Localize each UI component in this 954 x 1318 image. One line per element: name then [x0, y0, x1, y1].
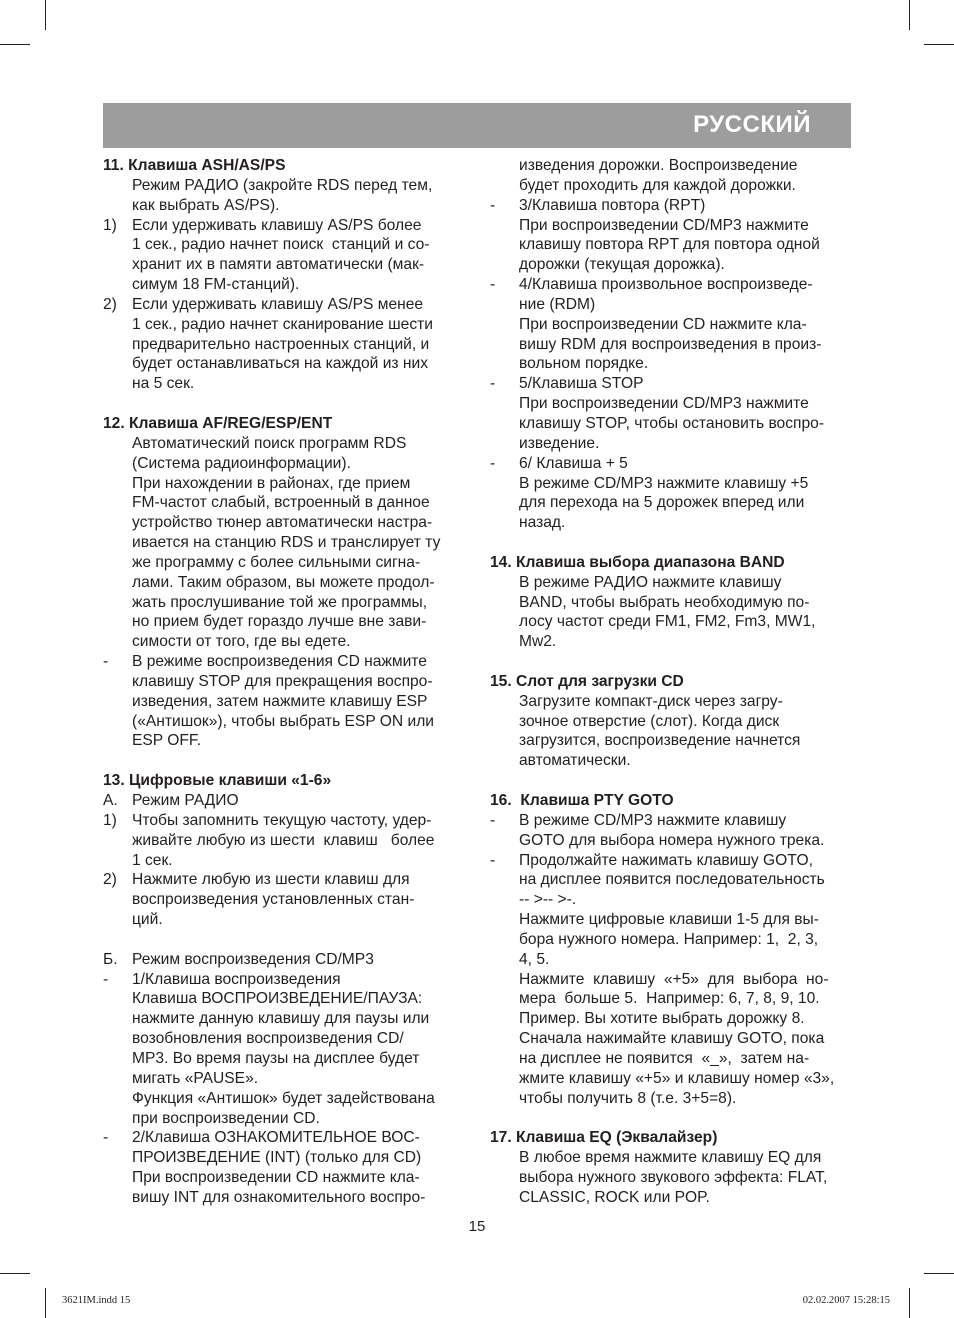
text-line: изведение.	[519, 434, 600, 452]
text-line: как выбрать AS/PS).	[132, 196, 280, 214]
text-line: GOTO для выбора номера нужного трека.	[519, 831, 825, 849]
text-line: В режиме CD/MP3 нажмите клавишу +5	[519, 474, 809, 492]
list-item-text: Чтобы запомнить текущую частоту, удер-	[132, 811, 432, 829]
text-line: ние (RDM)	[519, 295, 596, 313]
left-column	[103, 156, 468, 1208]
text-line: клавишу повтора RPT для повтора одной	[519, 236, 820, 254]
paragraph-gap	[103, 394, 468, 414]
list-item-line	[103, 970, 468, 990]
text-line: жмите клавишу «+5» и клавишу номер «3»,	[519, 1069, 835, 1087]
text-line: ESP OFF.	[132, 732, 202, 750]
text-line: вишу INT для ознакомительного воспро-	[132, 1188, 426, 1206]
text-line: автоматически.	[519, 752, 631, 770]
text-line: Режим РАДИО (закройте RDS перед тем,	[132, 176, 433, 194]
list-item-line	[103, 1128, 468, 1148]
text-line: симости от того, где вы едете.	[132, 633, 351, 651]
list-item-text: В режиме CD/MP3 нажмите клавишу	[519, 811, 787, 829]
list-marker: 1)	[103, 811, 117, 829]
text-line: возобновления воспроизведения CD/	[132, 1030, 404, 1048]
list-item-text: Режим воспроизведения CD/MP3	[132, 950, 374, 968]
right-column	[490, 156, 858, 1208]
list-item-text: 5/Клавиша STOP	[519, 375, 644, 393]
list-item-line	[490, 374, 858, 394]
list-marker: -	[103, 653, 109, 671]
text-line: 4, 5.	[519, 950, 550, 968]
text-line: Нажмите клавишу «+5» для выбора но-	[519, 970, 829, 988]
text-line: но прием будет гораздо лучше вне зави-	[132, 613, 427, 631]
list-marker: 1)	[103, 216, 117, 234]
text-line: симум 18 FM-станций).	[132, 276, 300, 294]
paragraph-gap	[103, 930, 468, 950]
paragraph-gap	[490, 1109, 858, 1129]
text-line: BAND, чтобы выбрать необходимую по-	[519, 593, 810, 611]
text-line: При воспроизведении CD/MP3 нажмите	[519, 395, 809, 413]
text-line: MP3. Во время паузы на дисплее будет	[132, 1049, 420, 1067]
text-line: изведения, затем нажмите клавишу ESP	[132, 692, 428, 710]
list-marker: -	[103, 970, 109, 988]
list-marker: -	[490, 454, 496, 472]
list-item-line	[103, 216, 468, 236]
section-heading: 17. Клавиша EQ (Эквалайзер)	[490, 1129, 718, 1147]
crop-mark	[924, 44, 954, 45]
text-line: ций.	[132, 911, 163, 929]
crop-mark	[924, 1273, 954, 1274]
text-line: -- >-- >-.	[519, 891, 577, 909]
paragraph-gap	[103, 751, 468, 771]
text-line: на 5 сек.	[132, 375, 195, 393]
list-item-text: В режиме воспроизведения CD нажмите	[132, 653, 427, 671]
text-line: для перехода на 5 дорожек вперед или	[519, 494, 805, 512]
list-item-text: 2/Клавиша ОЗНАКОМИТЕЛЬНОЕ ВОС-	[132, 1129, 420, 1147]
text-line: При воспроизведении CD нажмите кла-	[132, 1169, 420, 1187]
list-marker: Б.	[103, 950, 118, 968]
text-line: чтобы получить 8 (т.е. 3+5=8).	[519, 1089, 737, 1107]
section-heading: 16. Клавиша PTY GOTO	[490, 792, 674, 809]
text-line: 1 сек.	[132, 851, 173, 869]
text-line: нажмите данную клавишу для паузы или	[132, 1010, 430, 1028]
text-line: жать прослушивание той же программы,	[132, 593, 428, 611]
text-line: ивается на станцию RDS и транслирует ту	[132, 534, 441, 552]
text-line: выбора нужного звукового эффекта: FLAT,	[519, 1169, 828, 1187]
text-line: на дисплее не появится «_», затем на-	[519, 1049, 810, 1067]
list-item-text: 6/ Клавиша + 5	[519, 454, 628, 472]
list-item-line	[103, 791, 468, 811]
text-line: будет останавливаться на каждой из них	[132, 355, 429, 373]
list-item-text: 3/Клавиша повтора (RPT)	[519, 196, 706, 214]
text-line: При воспроизведении CD/MP3 нажмите	[519, 216, 809, 234]
list-marker: -	[490, 196, 496, 214]
list-item-line	[103, 811, 468, 831]
list-item-text: Нажмите любую из шести клавиш для	[132, 871, 410, 889]
section-heading: 11. Клавиша ASH/AS/PS	[103, 157, 286, 174]
paragraph-gap	[490, 652, 858, 672]
text-line: вишу RDM для воспроизведения в произ-	[519, 335, 822, 353]
text-line: Автоматический поиск программ RDS	[132, 434, 407, 452]
list-item-line	[490, 454, 858, 474]
list-item-text: Если удерживать клавишу AS/PS менее	[132, 295, 424, 313]
list-item-text: 1/Клавиша воспроизведения	[132, 970, 341, 988]
text-line: живайте любую из шести клавиш более	[132, 831, 435, 849]
language-header-bar	[103, 103, 851, 148]
text-line: клавишу STOP для прекращения воспро-	[132, 672, 433, 690]
list-item-line	[490, 196, 858, 216]
section-heading: 13. Цифровые клавиши «1-6»	[103, 772, 332, 790]
text-line: хранит их в памяти автоматически (мак-	[132, 256, 425, 274]
text-line: устройство тюнер автоматически настра-	[132, 514, 433, 532]
text-line: на дисплее появится последовательность	[519, 871, 825, 889]
text-line: CLASSIC, ROCK или POP.	[519, 1188, 710, 1206]
list-marker: -	[103, 1129, 109, 1147]
crop-mark	[0, 44, 30, 45]
crop-mark	[45, 0, 46, 30]
text-line: лами. Таким образом, вы можете продол-	[132, 573, 435, 591]
paragraph-gap	[490, 533, 858, 553]
list-marker: -	[490, 375, 496, 393]
crop-mark	[0, 1273, 30, 1274]
list-item-text: Если удерживать клавишу AS/PS более	[132, 216, 422, 234]
list-item-text: Продолжайте нажимать клавишу GOTO,	[519, 851, 813, 869]
text-line: клавишу STOP, чтобы остановить воспро-	[519, 414, 825, 432]
list-item-text: Режим РАДИО	[132, 792, 239, 809]
text-line: (Система радиоинформации).	[132, 454, 351, 472]
text-line: же программу с более сильными сигна-	[132, 553, 421, 571]
text-line: В режиме РАДИО нажмите клавишу	[519, 573, 782, 591]
footer-timestamp: 02.02.2007 15:28:15	[802, 1295, 890, 1306]
text-line: мера больше 5. Например: 6, 7, 8, 9, 10.	[519, 990, 820, 1008]
text-line: Mw2.	[519, 633, 557, 651]
paragraph-gap	[490, 771, 858, 791]
text-line: FM-частот слабый, встроенный в данное	[132, 494, 430, 512]
footer-file-info: 3621IM.indd 15	[62, 1295, 131, 1306]
text-line: Загрузите компакт-диск через загру-	[519, 692, 783, 710]
list-item-line	[490, 811, 858, 831]
text-line: Функция «Антишок» будет задействована	[132, 1089, 435, 1107]
text-line: загрузится, воспроизведение начнется	[519, 732, 801, 750]
text-line: при воспроизведении CD.	[132, 1109, 320, 1127]
text-line: изведения дорожки. Воспроизведение	[519, 157, 798, 174]
text-line: В любое время нажмите клавишу EQ для	[519, 1149, 822, 1167]
text-line: бора нужного номера. Например: 1, 2, 3,	[519, 930, 819, 948]
text-line: ПРОИЗВЕДЕНИЕ (INT) (только для CD)	[132, 1149, 422, 1167]
list-marker: 2)	[103, 871, 117, 889]
list-marker: -	[490, 276, 496, 294]
list-item-text: 4/Клавиша произвольное воспроизведе-	[519, 276, 813, 294]
text-line: 1 сек., радио начнет сканирование шести	[132, 315, 434, 333]
text-line: При нахождении в районах, где прием	[132, 474, 411, 492]
list-marker: -	[490, 851, 496, 869]
list-item-line	[490, 275, 858, 295]
list-item-line	[103, 652, 468, 672]
crop-mark	[909, 0, 910, 30]
list-marker: -	[490, 811, 496, 829]
page-number: 15	[468, 1218, 486, 1235]
text-line: Клавиша ВОСПРОИЗВЕДЕНИЕ/ПАУЗА:	[132, 990, 423, 1008]
text-line: Пример. Вы хотите выбрать дорожку 8.	[519, 1010, 805, 1028]
section-heading: 14. Клавиша выбора диапазона BAND	[490, 553, 785, 571]
list-item-line	[103, 870, 468, 890]
crop-mark	[909, 1288, 910, 1318]
text-line: («Антишок»), чтобы выбрать ESP ON или	[132, 712, 435, 730]
text-line: вольном порядке.	[519, 355, 649, 373]
text-line: будет проходить для каждой дорожки.	[519, 176, 796, 194]
list-marker: А.	[103, 792, 118, 809]
text-line: Сначала нажимайте клавишу GOTO, пока	[519, 1030, 825, 1048]
list-marker: 2)	[103, 295, 117, 313]
text-line: предварительно настроенных станций, и	[132, 335, 430, 353]
language-title: РУССКИЙ	[693, 111, 811, 138]
text-line: При воспроизведении CD нажмите кла-	[519, 315, 807, 333]
list-item-line	[103, 295, 468, 315]
text-line: 1 сек., радио начнет поиск станций и со-	[132, 236, 430, 254]
section-heading: 15. Слот для загрузки CD	[490, 672, 684, 690]
text-line: назад.	[519, 514, 566, 532]
text-line: лосу частот среди FM1, FM2, Fm3, MW1,	[519, 613, 816, 631]
list-item-line	[103, 950, 468, 970]
section-heading: 12. Клавиша AF/REG/ESP/ENT	[103, 414, 333, 432]
crop-mark	[45, 1288, 46, 1318]
text-line: воспроизведения установленных стан-	[132, 891, 415, 909]
list-item-line	[490, 851, 858, 871]
text-line: зочное отверстие (слот). Когда диск	[519, 712, 780, 730]
text-line: мигать «PAUSE».	[132, 1069, 259, 1087]
text-line: дорожки (текущая дорожка).	[519, 256, 725, 274]
text-line: Нажмите цифровые клавиши 1-5 для вы-	[519, 911, 819, 929]
